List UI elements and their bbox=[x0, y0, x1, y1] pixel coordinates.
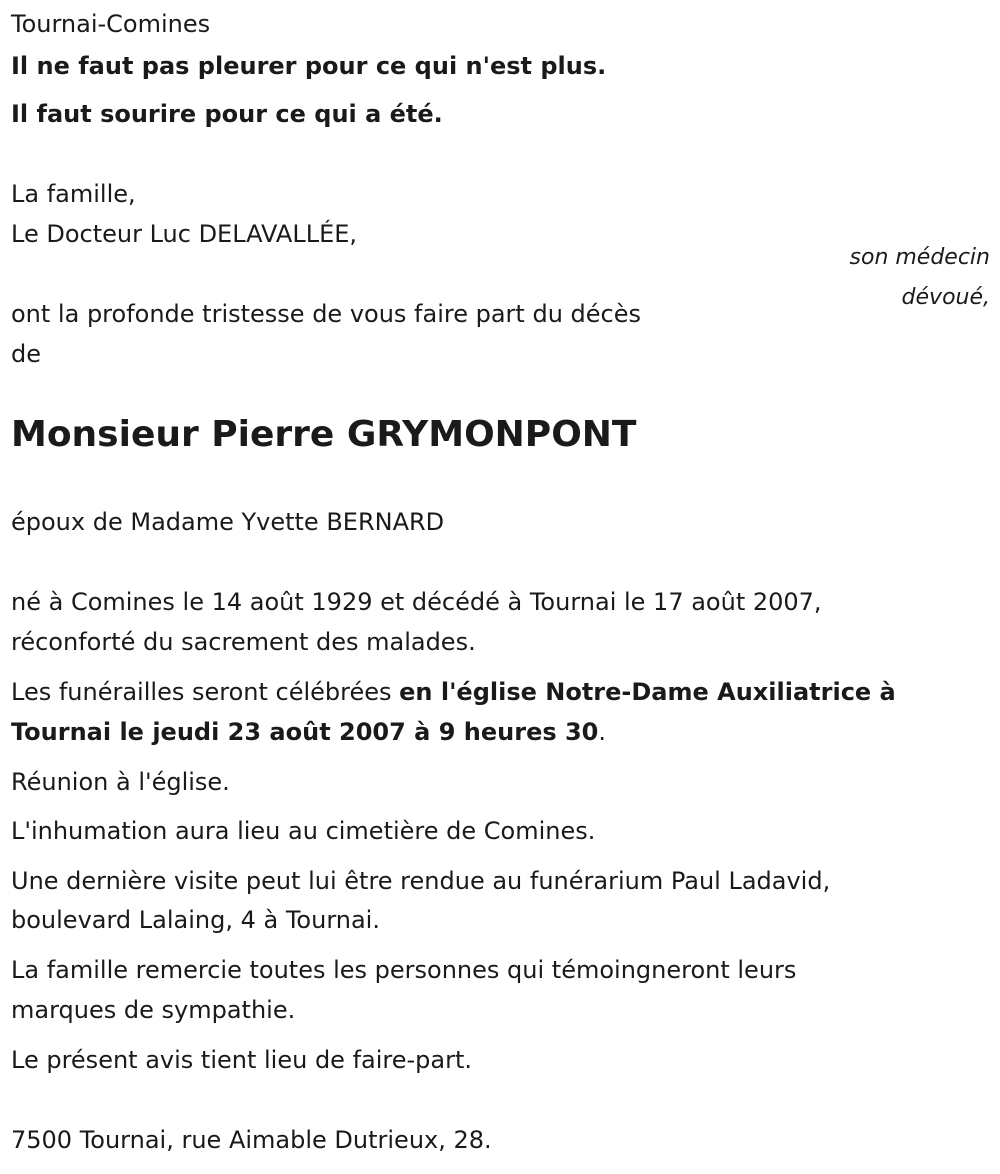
visit-line-1: Une dernière visite peut lui être rendue au funérarium Paul Ladavid, bbox=[11, 867, 831, 895]
thanks-line-2: marques de sympathie. bbox=[11, 996, 296, 1024]
burial-line: L'inhumation aura lieu au cimetière de Comines. bbox=[11, 817, 596, 845]
intro-line-1: ont la profonde tristesse de vous faire part du décès bbox=[11, 300, 641, 328]
deceased-name: Monsieur Pierre GRYMONPONT bbox=[11, 414, 637, 455]
birth-death-line-1: né à Comines le 14 août 1929 et décédé à Tournai le 17 août 2007, bbox=[11, 588, 822, 616]
quote-line-1: Il ne faut pas pleurer pour ce qui n'est plus. bbox=[11, 52, 607, 80]
notice-line: Le présent avis tient lieu de faire-part. bbox=[11, 1046, 473, 1074]
birth-death-line-2: réconforté du sacrement des malades. bbox=[11, 628, 476, 656]
thanks-line-1: La famille remercie toutes les personnes qui témoingneront leurs bbox=[11, 956, 797, 984]
doctor-label: Le Docteur Luc DELAVALLÉE, bbox=[11, 220, 358, 248]
meeting-line: Réunion à l'église. bbox=[11, 768, 230, 796]
family-label: La famille, bbox=[11, 180, 136, 208]
doctor-role-note bbox=[850, 238, 990, 318]
visit-line-2: boulevard Lalaing, 4 à Tournai. bbox=[11, 906, 380, 934]
funeral-line-1 bbox=[11, 678, 896, 706]
quote-line-2: Il faut sourire pour ce qui a été. bbox=[11, 100, 443, 128]
doctor-role-line-1: son médecin bbox=[849, 245, 990, 270]
funeral-place-bold-1: en l'église Notre-Dame Auxiliatrice à bbox=[399, 678, 896, 706]
funeral-suffix: . bbox=[598, 718, 607, 746]
address-line: 7500 Tournai, rue Aimable Dutrieux, 28. bbox=[11, 1126, 492, 1154]
intro-line-2: de bbox=[11, 340, 41, 368]
doctor-role-line-2: dévoué, bbox=[901, 285, 990, 310]
funeral-place-bold-2: Tournai le jeudi 23 août 2007 à 9 heures 30 bbox=[11, 718, 599, 746]
spouse-line: époux de Madame Yvette BERNARD bbox=[11, 508, 445, 536]
funeral-prefix: Les funérailles seront célébrées bbox=[11, 678, 400, 706]
funeral-line-2 bbox=[11, 718, 606, 746]
location-label: Tournai-Comines bbox=[11, 10, 211, 38]
